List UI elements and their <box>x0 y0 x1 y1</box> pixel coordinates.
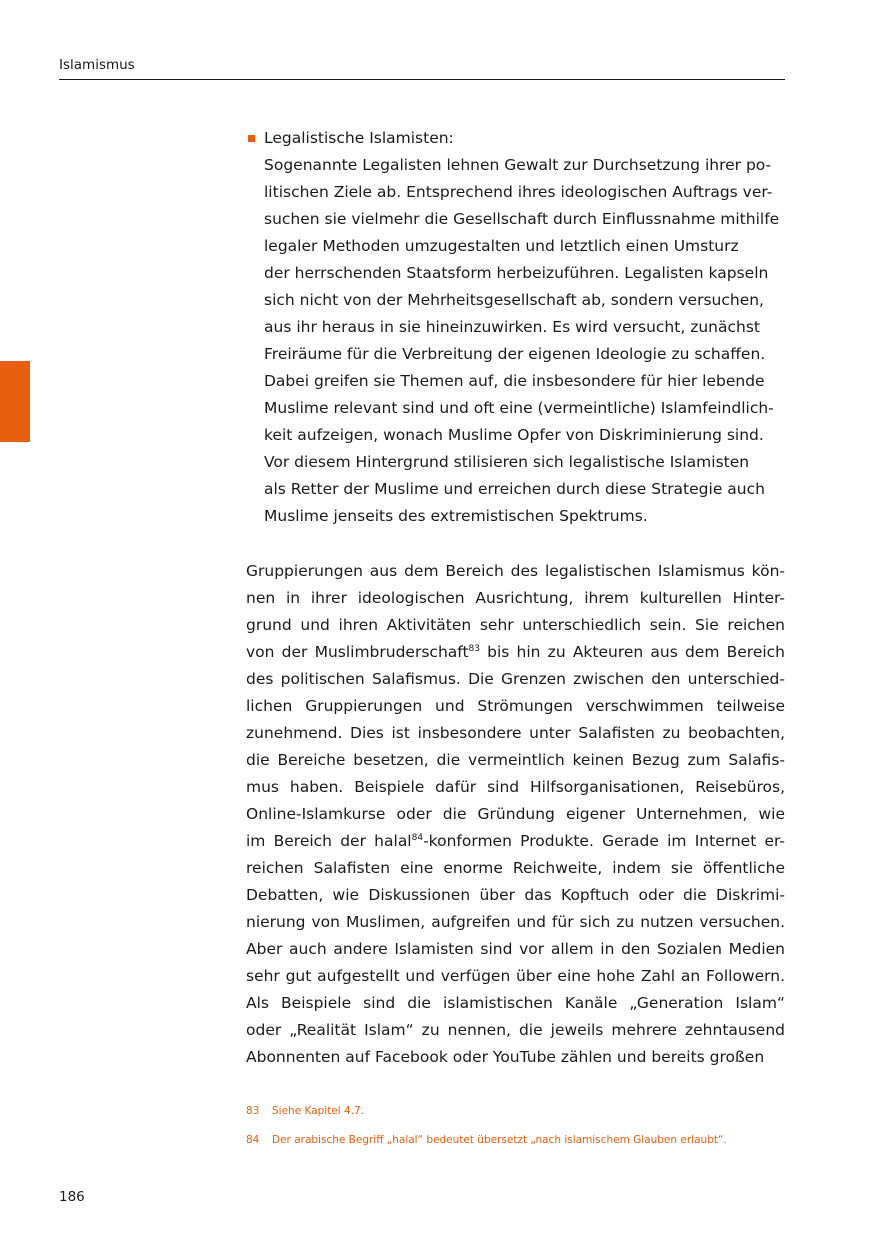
body-text-line: lichen Gruppierungen und Strömungen verschwimmen teilweise <box>246 697 785 715</box>
body-text-line: Online-Islamkurse oder die Gründung eigener Unternehmen, wie <box>246 805 785 823</box>
body-text-line: zunehmend. Dies ist insbesondere unter Salafisten zu beobachten, <box>246 724 785 742</box>
running-header: Islamismus <box>59 57 135 73</box>
body-text-span: von der Muslimbruderschaft <box>246 643 469 661</box>
footnote-text: Siehe Kapitel 4.7. <box>272 1105 365 1117</box>
body-text-line: des politischen Salafismus. Die Grenzen zwischen den unterschied- <box>246 670 785 688</box>
bullet-text-line: Sogenannte Legalisten lehnen Gewalt zur Durchsetzung ihrer po- <box>264 156 772 174</box>
bullet-text-line: Muslime jenseits des extremistischen Spektrums. <box>264 507 648 525</box>
body-text-line <box>246 639 785 666</box>
body-text-line: Gruppierungen aus dem Bereich des legalistischen Islamismus kön- <box>246 562 785 580</box>
chapter-side-tab <box>0 361 30 442</box>
bullet-text-line: Muslime relevant sind und oft eine (vermeintliche) Islamfeindlich- <box>264 399 774 417</box>
bullet-text-line: keit aufzeigen, wonach Muslime Opfer von Diskriminierung sind. <box>264 426 764 444</box>
square-bullet-icon <box>248 135 255 142</box>
bullet-text-line: suchen sie vielmehr die Gesellschaft durch Einflussnahme mithilfe <box>264 210 780 228</box>
footnote-text: Der arabische Begriff „halal“ bedeutet übersetzt „nach islamischem Glauben erlaubt“. <box>272 1134 727 1146</box>
body-text-line: die Bereiche besetzen, die vermeintlich keinen Bezug zum Salafis- <box>246 751 785 769</box>
body-text-line: grund und ihren Aktivitäten sehr unterschiedlich sein. Sie reichen <box>246 616 785 634</box>
bullet-text-line: der herrschenden Staatsform herbeizuführen. Legalisten kapseln <box>264 264 769 282</box>
bullet-text-line: als Retter der Muslime und erreichen durch diese Strategie auch <box>264 480 765 498</box>
body-text-line: Debatten, wie Diskussionen über das Kopftuch oder die Diskrimi- <box>246 886 785 904</box>
bullet-list-item <box>246 125 786 530</box>
footnotes <box>246 1102 786 1160</box>
header-rule <box>59 79 785 80</box>
page-number: 186 <box>59 1189 85 1205</box>
bullet-text-line: aus ihr heraus in sie hineinzuwirken. Es wird versucht, zunächst <box>264 318 760 336</box>
bullet-text-line: sich nicht von der Mehrheitsgesellschaft ab, sondern versuchen, <box>264 291 764 309</box>
body-text-line: reichen Salafisten eine enorme Reichweite, indem sie öffentliche <box>246 859 785 877</box>
body-text-line: mus haben. Beispiele dafür sind Hilfsorganisationen, Reisebüros, <box>246 778 785 796</box>
footnote-ref-83[interactable]: 83 <box>468 643 480 654</box>
footnote-number: 84 <box>246 1134 260 1146</box>
body-text-span: im Bereich der halal <box>246 832 412 850</box>
bullet-text-line: litischen Ziele ab. Entsprechend ihres ideologischen Auftrags ver- <box>264 183 773 201</box>
body-text-line: sehr gut aufgestellt und verfügen über eine hohe Zahl an Followern. <box>246 967 785 985</box>
body-text-line: nierung von Muslimen, aufgreifen und für sich zu nutzen versuchen. <box>246 913 785 931</box>
footnote-83 <box>246 1102 786 1120</box>
body-text-line <box>246 828 785 855</box>
body-text-span: bis hin zu Akteuren aus dem Bereich <box>479 643 786 661</box>
body-text-line: Aber auch andere Islamisten sind vor allem in den Sozialen Medien <box>246 940 785 958</box>
footnote-ref-84[interactable]: 84 <box>411 832 424 843</box>
bullet-heading: Legalistische Islamisten: <box>264 129 454 147</box>
body-text-line: oder „Realität Islam“ zu nennen, die jeweils mehrere zehntausend <box>246 1021 785 1039</box>
body-text-line: nen in ihrer ideologischen Ausrichtung, ihrem kulturellen Hinter- <box>246 589 785 607</box>
footnote-number: 83 <box>246 1105 260 1117</box>
bullet-text-line: legaler Methoden umzugestalten und letztlich einen Umsturz <box>264 237 739 255</box>
bullet-text-line: Dabei greifen sie Themen auf, die insbesondere für hier lebende <box>264 372 765 390</box>
bullet-text-line: Vor diesem Hintergrund stilisieren sich legalistische Islamisten <box>264 453 750 471</box>
body-text-line: Abonnenten auf Facebook oder YouTube zählen und bereits großen <box>246 1048 765 1066</box>
bullet-text-line: Freiräume für die Verbreitung der eigenen Ideologie zu schaffen. <box>264 345 766 363</box>
body-text-line: Als Beispiele sind die islamistischen Kanäle „Generation Islam“ <box>246 994 785 1012</box>
body-text-span: -konformen Produkte. Gerade im Internet er- <box>423 832 785 850</box>
footnote-84 <box>246 1131 786 1149</box>
body-paragraph <box>246 558 785 1071</box>
